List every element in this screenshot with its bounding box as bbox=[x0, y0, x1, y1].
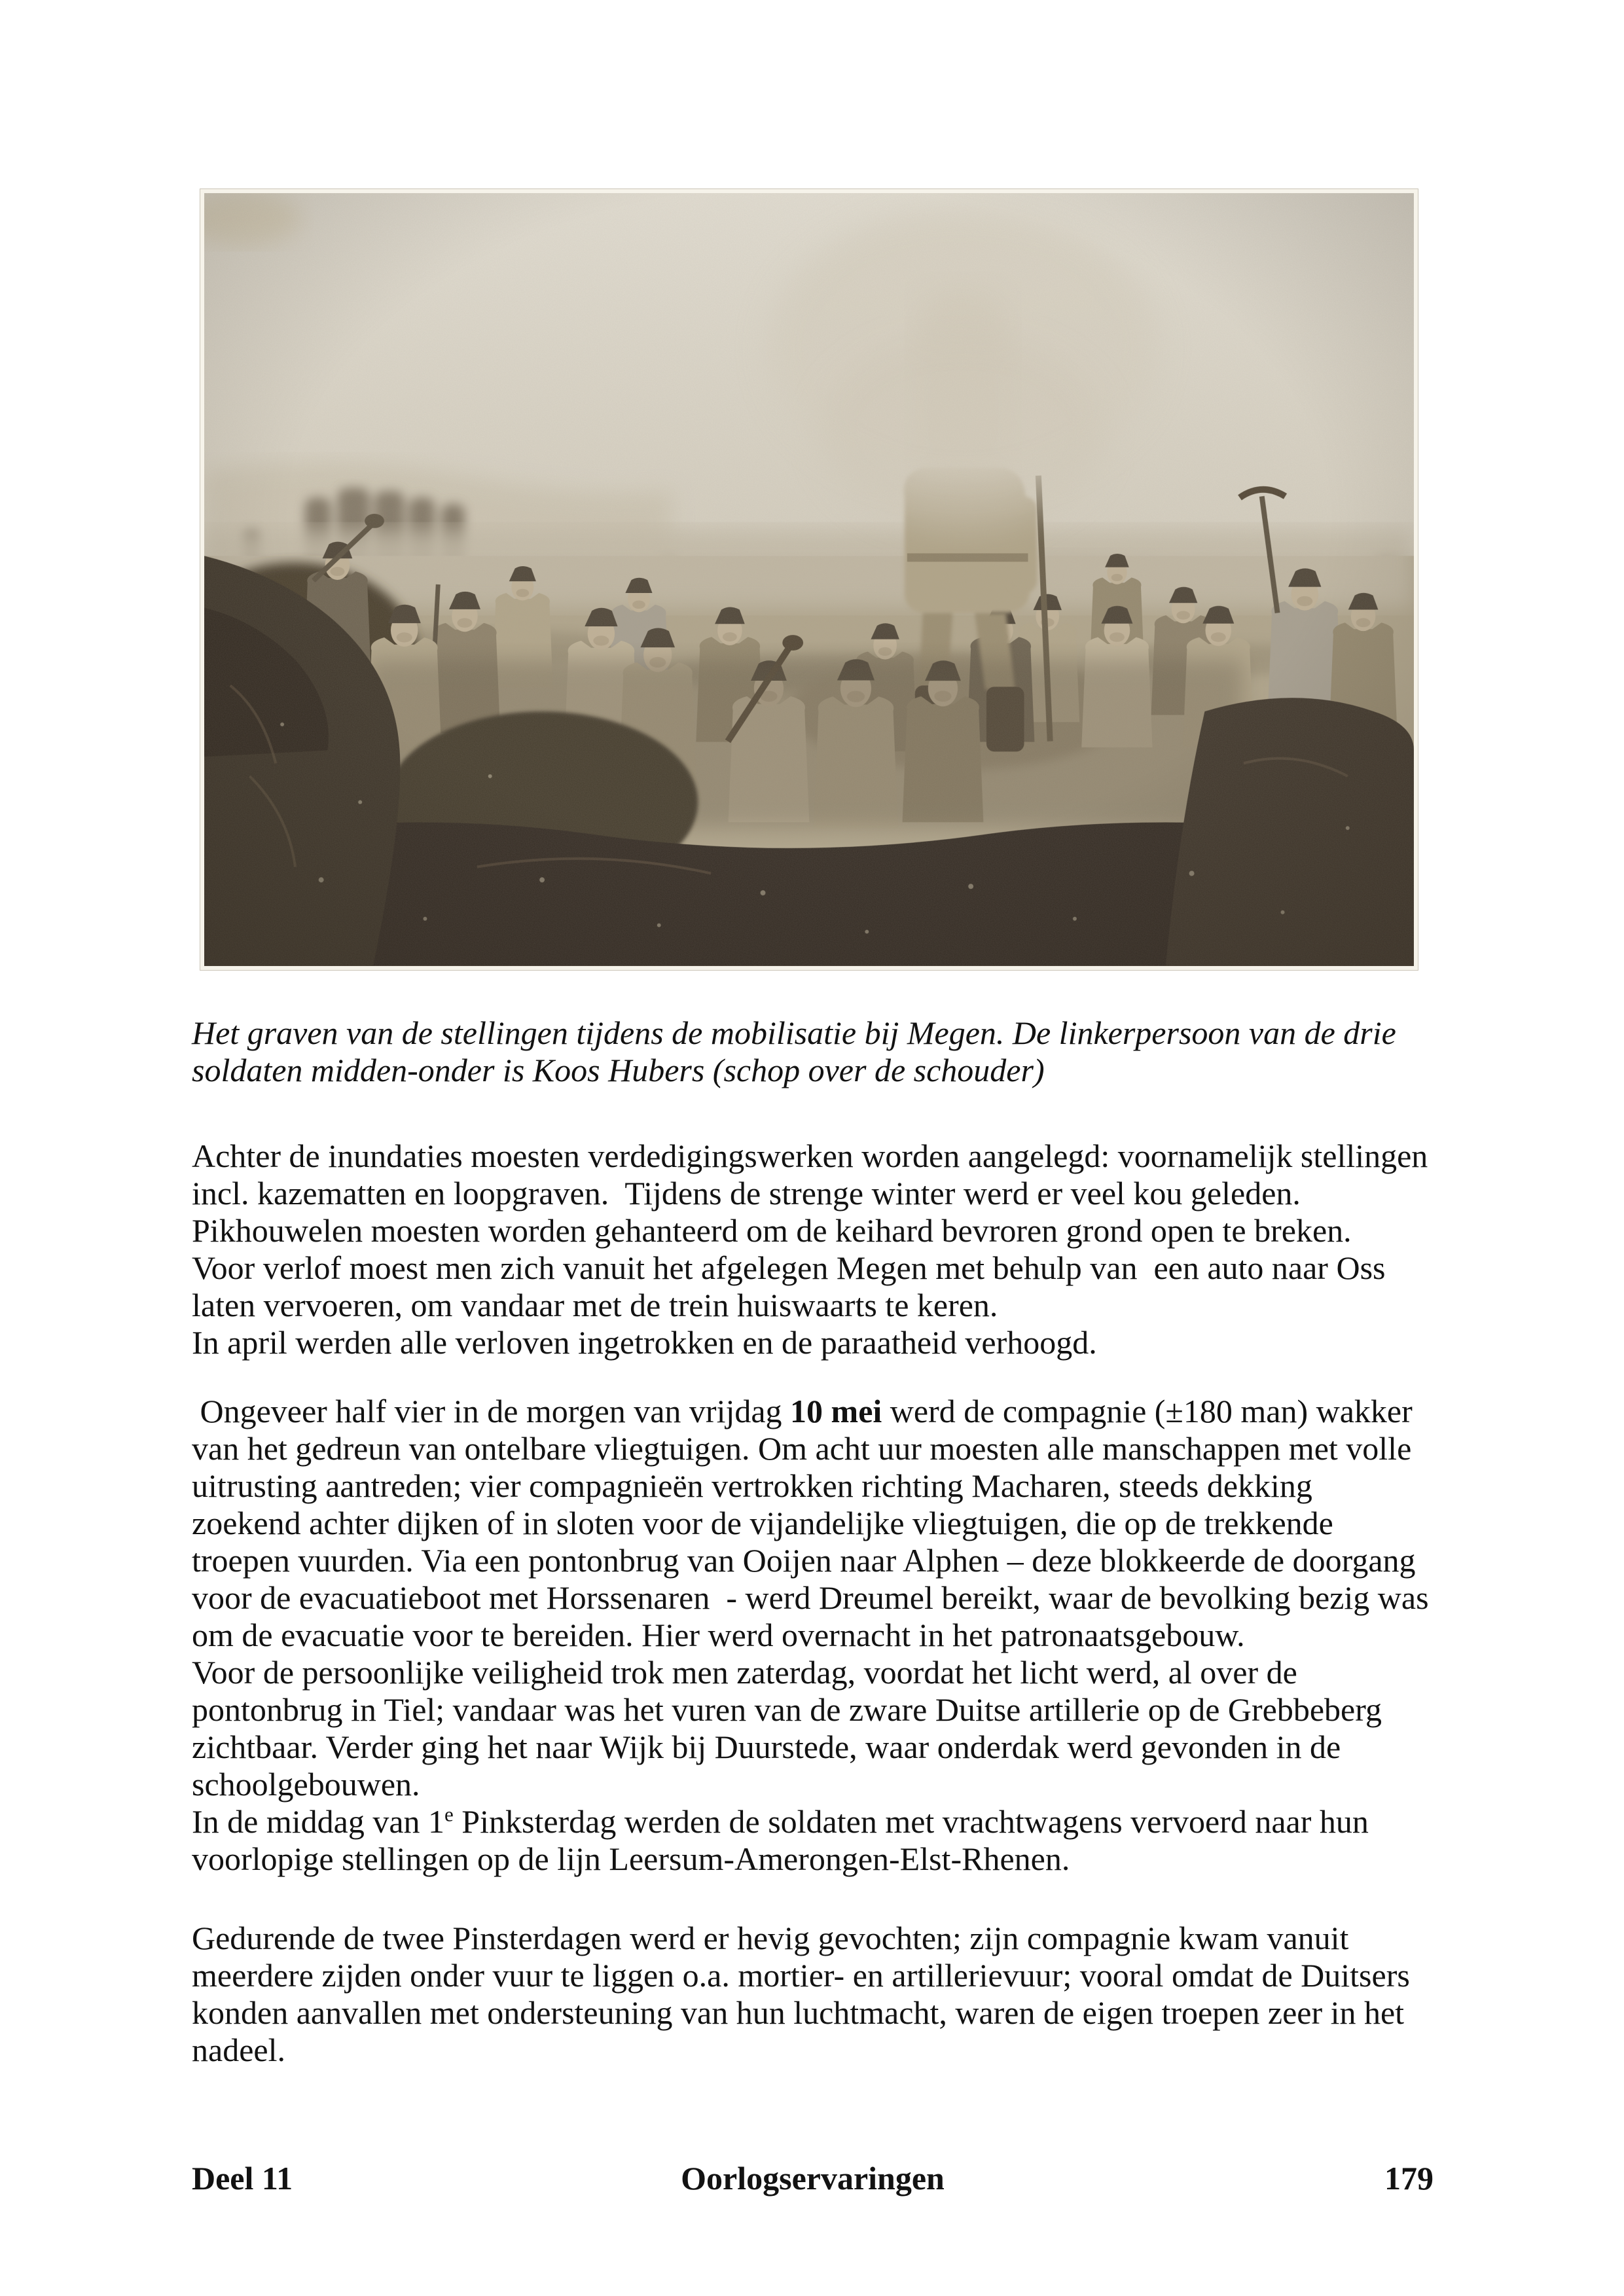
footer-part-label: Deel 11 bbox=[192, 2160, 293, 2197]
text-segment: Pinksterdag werden de soldaten met vrachtwagens vervoerd naar hun bbox=[453, 1803, 1369, 1840]
caption-line: soldaten midden-onder is Koos Hubers (schop over de schouder) bbox=[192, 1052, 1045, 1088]
text-line: uitrusting aantreden; vier compagnieën vertrokken richting Macharen, steeds dekking bbox=[192, 1467, 1312, 1504]
text-line: om de evacuatie voor te bereiden. Hier werd overnacht in het patronaatsgebouw. bbox=[192, 1617, 1245, 1653]
text-line: zoekend achter dijken of in sloten voor de vijandelijke vliegtuigen, die op de trekkende bbox=[192, 1505, 1333, 1541]
footer-chapter-title: Oorlogservaringen bbox=[681, 2160, 945, 2197]
text-line: Voor verlof moest men zich vanuit het afgelegen Megen met behulp van een auto naar Oss bbox=[192, 1249, 1386, 1286]
text-line: laten vervoeren, om vandaar met de trein huiswaarts te keren. bbox=[192, 1287, 998, 1323]
text-segment: werd de compagnie (±180 man) wakker bbox=[882, 1393, 1413, 1429]
trench-photo bbox=[200, 188, 1418, 971]
text-line: Achter de inundaties moesten verdedigingswerken worden aangelegd: voornamelijk stellingen bbox=[192, 1138, 1428, 1174]
text-line: Pikhouwelen moesten worden gehanteerd om de keihard bevroren grond open te breken. bbox=[192, 1212, 1352, 1249]
text-segment: Ongeveer half vier in de morgen van vrijdag bbox=[192, 1393, 791, 1429]
text-line: meerdere zijden onder vuur te liggen o.a. mortier- en artillerievuur; vooral omdat de Duitsers bbox=[192, 1957, 1410, 1994]
text-line: konden aanvallen met ondersteuning van hun luchtmacht, waren de eigen troepen zeer in het bbox=[192, 1994, 1405, 2031]
trench-photo-art bbox=[204, 193, 1414, 966]
page-footer bbox=[192, 2160, 1434, 2197]
text-line: Voor de persoonlijke veiligheid trok men zaterdag, voordat het licht werd, al over de bbox=[192, 1654, 1297, 1691]
text-line: incl. kazematten en loopgraven. Tijdens de strenge winter werd er veel kou geleden. bbox=[192, 1175, 1301, 1211]
text-line: van het gedreun van ontelbare vliegtuigen. Om acht uur moesten alle manschappen met volle bbox=[192, 1430, 1412, 1467]
text-line bbox=[192, 1803, 1429, 1840]
text-line: nadeel. bbox=[192, 2032, 285, 2068]
footer-page-number: 179 bbox=[1384, 2160, 1434, 2197]
photo-finish bbox=[204, 193, 1414, 966]
text-line: voor de evacuatieboot met Horssenaren - werd Dreumel bereikt, waar de bevolking bezig was bbox=[192, 1579, 1429, 1616]
text-line: In april werden alle verloven ingetrokken en de paraatheid verhoogd. bbox=[192, 1324, 1097, 1361]
text-line: zichtbaar. Verder ging het naar Wijk bij Duurstede, waar onderdak werd gevonden in de bbox=[192, 1729, 1341, 1765]
text-line: schoolgebouwen. bbox=[192, 1766, 420, 1803]
text-line: pontonbrug in Tiel; vandaar was het vuren van de zware Duitse artillerie op de Grebbeberg bbox=[192, 1691, 1382, 1728]
ordinal-superscript: e bbox=[444, 1803, 454, 1826]
text-line: troepen vuurden. Via een pontonbrug van Ooijen naar Alphen – deze blokkeerde de doorgang bbox=[192, 1542, 1416, 1579]
date-10-mei: 10 mei bbox=[790, 1393, 882, 1429]
text-line: Gedurende de twee Pinsterdagen werd er hevig gevochten; zijn compagnie kwam vanuit bbox=[192, 1920, 1349, 1956]
text-line: voorlopige stellingen op de lijn Leersum-Amerongen-Elst-Rhenen. bbox=[192, 1840, 1070, 1877]
text-segment: In de middag van 1 bbox=[192, 1803, 445, 1840]
photo-caption bbox=[192, 1014, 1396, 1089]
paragraph-1 bbox=[192, 1138, 1428, 1361]
caption-line: Het graven van de stellingen tijdens de mobilisatie bij Megen. De linkerpersoon van de drie bbox=[192, 1014, 1396, 1051]
paragraph-3 bbox=[192, 1920, 1410, 2069]
paragraph-2 bbox=[192, 1393, 1429, 1878]
text-line bbox=[192, 1393, 1429, 1430]
